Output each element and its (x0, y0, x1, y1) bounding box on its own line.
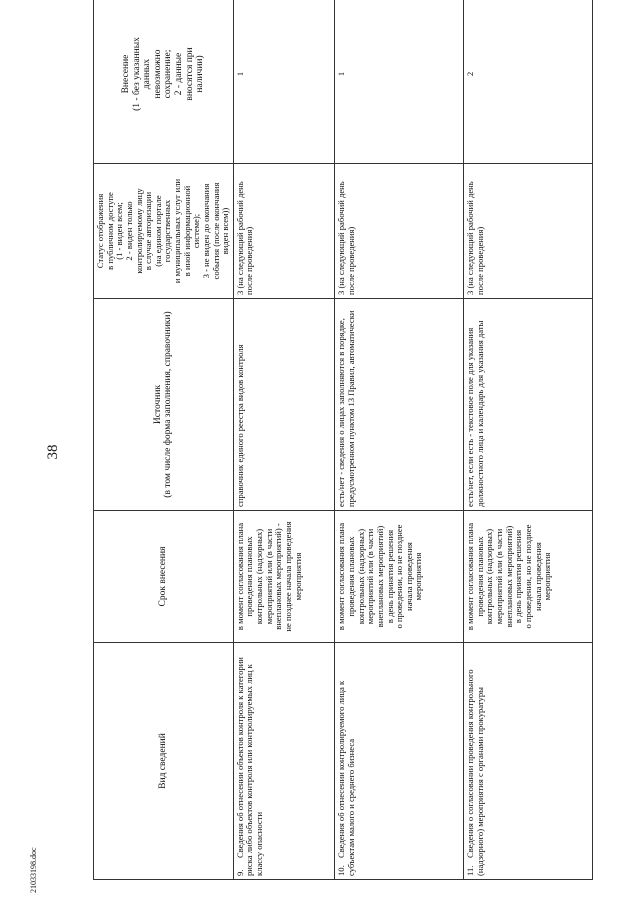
table-header-row (94, 0, 234, 880)
page-number: 38 (45, 444, 61, 460)
kind-text: Сведения о согласовании проведения контрольного (надзорного) мероприятия с органами прокуратуры (465, 669, 485, 876)
cell-entry: 1 (335, 0, 464, 164)
cell-deadline: в момент согласования плана проведения плановых контрольных (надзорных) мероприятий или (в части внеплановых мероприятий) в день принятия решения о проведении, но не позднее начала проведения мероприятия (335, 511, 464, 643)
document-id: 21033198.doc (29, 847, 38, 893)
cell-status: 3 (на следующий рабочий день после проведения) (233, 164, 335, 299)
cell-source: справочник единого реестра видов контроля (233, 299, 335, 511)
cell-source: есть/нет - сведения о лицах заполняются в порядке, предусмотренном пунктом 13 Правил, автоматически (335, 299, 464, 511)
row-number: 11. (465, 865, 476, 876)
header-kind: Вид сведений (94, 643, 234, 880)
rotated-table-container (93, 20, 593, 880)
cell-deadline: в момент согласования плана проведения плановых контрольных (надзорных) мероприятий или (в части внеплановых мероприятий) в день принятия решения о проведении, но не позднее начала проведения мероприятия (464, 511, 593, 643)
table-row (335, 0, 464, 880)
row-number: 9. (234, 869, 245, 876)
header-entry: Внесение (1 - без указанных данных невозможно сохранение; 2 - данные вносятся при наличии) (94, 0, 234, 164)
row-number: 10. (336, 865, 347, 876)
header-deadline: Срок внесения (94, 511, 234, 643)
data-table (93, 0, 593, 880)
cell-entry: 2 (464, 0, 593, 164)
header-source: Источник (в том числе форма заполнения, справочники) (94, 299, 234, 511)
cell-kind (335, 643, 464, 880)
cell-kind (233, 643, 335, 880)
cell-kind (464, 643, 593, 880)
cell-source: есть/нет, если есть - текстовое поле для указания должностного лица и календарь для указания даты (464, 299, 593, 511)
kind-text: Сведения об отнесении объектов контроля к категории риска либо объектов контроля или контролируемых лиц к классу опасности (234, 657, 264, 876)
header-status: Статус отображения в публичном доступе (1 - виден всем; 2 - виден только контролируемому лицу в случае авторизации (на едином портале государственных и муниципальных услуг или в иной информационной системе); 3 - не виден до окончания события (после окончания виден всем)) (94, 164, 234, 299)
cell-status: 3 (на следующий рабочий день после проведения) (335, 164, 464, 299)
cell-deadline: в момент согласования плана проведения плановых контрольных (надзорных) мероприятий или (в части внеплановых мероприятий) - не позднее начала проведения мероприятия (233, 511, 335, 643)
cell-status: 3 (на следующий рабочий день после проведения) (464, 164, 593, 299)
cell-entry: 1 (233, 0, 335, 164)
kind-text: Сведения об отнесении контролируемого лица к субъектам малого и среднего бизнеса (336, 680, 357, 876)
table-row (233, 0, 335, 880)
table-row (464, 0, 593, 880)
